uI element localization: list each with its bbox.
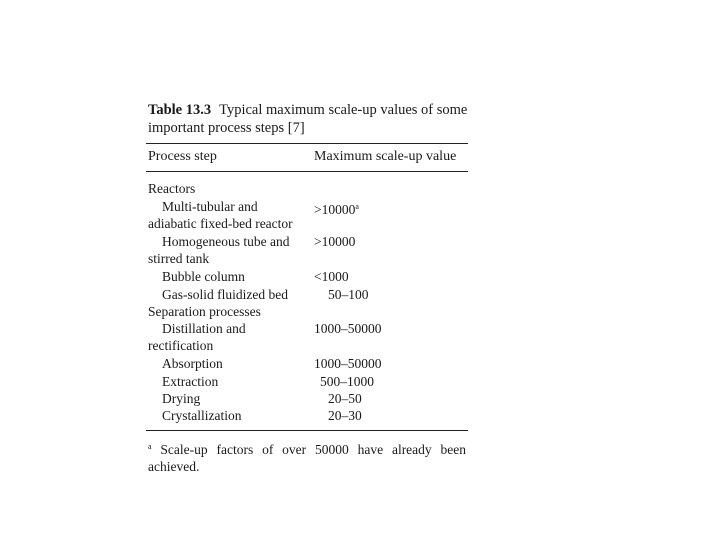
table-label: Table 13.3 [148,102,212,118]
table-header-rule [146,171,468,172]
header-max-scale-up: Maximum scale-up value [314,149,457,164]
row-value: 20–30 [328,408,362,423]
table-caption [148,101,478,137]
row-step: Bubble column [162,269,245,284]
row-step: rectification [148,338,214,353]
footnote-mark: a [148,442,152,451]
row-step: Distillation and [162,321,246,336]
row-step: Drying [162,391,201,406]
footnote-text: Scale-up factors of over 50000 have already been achieved. [148,442,467,474]
row-value: 1000–50000 [314,321,382,336]
row-value: <1000 [314,269,349,284]
row-step: Absorption [162,356,223,371]
table-top-rule [146,143,468,144]
row-value: >10000 [314,234,356,249]
row-step: Reactors [148,181,196,196]
row-step: Crystallization [162,408,242,423]
footnote-mark: a [355,202,359,211]
table-caption-text: Typical maximum scale-up values of some important process steps [7] [148,102,468,136]
row-step: Separation processes [148,304,261,319]
row-value: 50–100 [328,287,369,302]
table-bottom-rule [146,430,468,431]
row-value: 500–1000 [320,374,374,389]
table-footnote [148,438,466,475]
row-value: 20–50 [328,391,362,406]
header-process-step: Process step [148,149,217,164]
row-value: 1000–50000 [314,356,382,371]
row-step: Extraction [162,374,219,389]
row-value: $>10000^a$ [314,202,359,217]
row-step: Multi-tubular and [162,199,258,214]
row-step: Gas-solid fluidized bed [162,287,288,302]
row-step: Homogeneous tube and [162,234,290,249]
row-step: stirred tank [148,251,210,266]
row-step: adiabatic fixed-bed reactor [148,216,293,231]
